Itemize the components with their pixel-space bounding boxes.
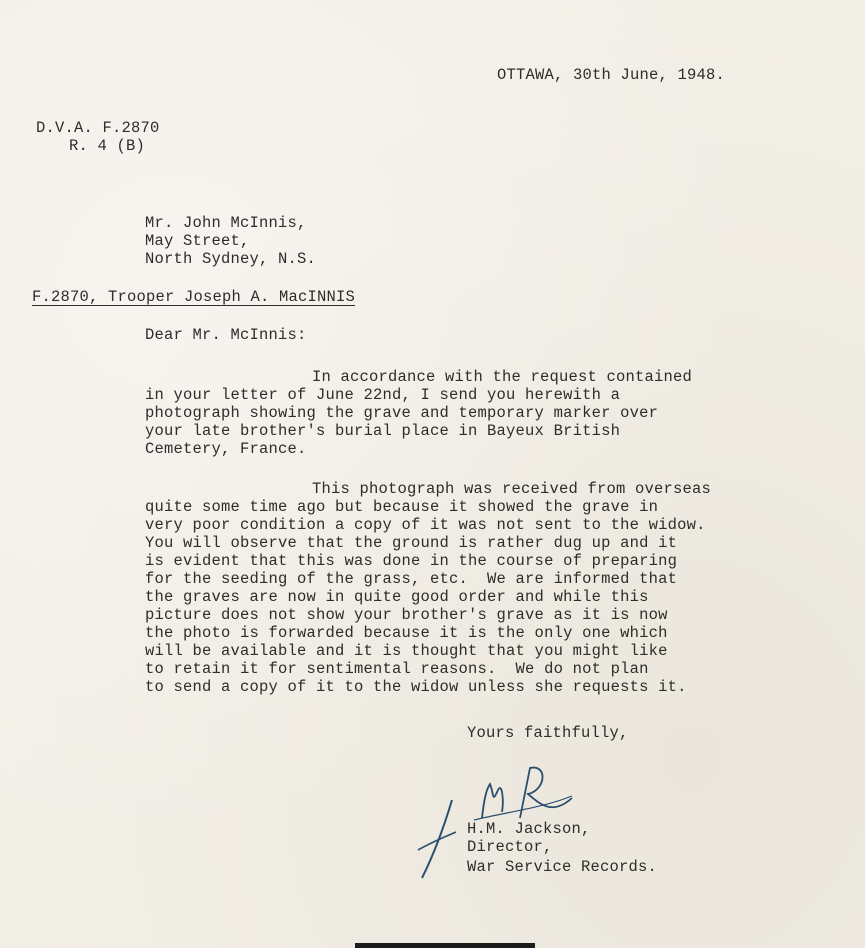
para2-line: the photo is forwarded because it is the only one which	[145, 624, 668, 642]
closing: Yours faithfully,	[467, 724, 629, 742]
para2-line: for the seeding of the grass, etc. We are informed that	[145, 570, 678, 588]
para2-line: to send a copy of it to the widow unless she requests it.	[145, 678, 687, 696]
subject-line: F.2870, Trooper Joseph A. MacINNIS	[32, 288, 356, 306]
para2-line: This photograph was received from overseas	[312, 480, 712, 498]
place-date: OTTAWA, 30th June, 1948.	[497, 66, 726, 84]
para1-line: your late brother's burial place in Bayeux British	[145, 422, 621, 440]
signature-title: Director,	[467, 838, 553, 856]
scan-edge-mark	[355, 943, 535, 948]
para2-line: the graves are now in quite good order and while this	[145, 588, 649, 606]
para2-line: You will observe that the ground is rather dug up and it	[145, 534, 678, 552]
para2-line: is evident that this was done in the course of preparing	[145, 552, 678, 570]
salutation: Dear Mr. McInnis:	[145, 326, 307, 344]
signature-name: H.M. Jackson,	[467, 820, 591, 838]
para1-line: Cemetery, France.	[145, 440, 307, 458]
para1-line: In accordance with the request contained	[312, 368, 693, 386]
signature-dept: War Service Records.	[467, 858, 658, 876]
recipient-street: May Street,	[145, 232, 250, 250]
para2-line: quite some time ago but because it showed the grave in	[145, 498, 659, 516]
para1-line: in your letter of June 22nd, I send you herewith a	[145, 386, 621, 404]
recipient-name: Mr. John McInnis,	[145, 214, 307, 232]
para2-line: will be available and it is thought that you might like	[145, 642, 668, 660]
para2-line: picture does not show your brother's grave as it is now	[145, 606, 668, 624]
reference-line-1: D.V.A. F.2870	[36, 119, 160, 137]
reference-line-2: R. 4 (B)	[69, 137, 146, 155]
para2-line: very poor condition a copy of it was not sent to the widow.	[145, 516, 706, 534]
para1-line: photograph showing the grave and temporary marker over	[145, 404, 659, 422]
recipient-city: North Sydney, N.S.	[145, 250, 317, 268]
para2-line: to retain it for sentimental reasons. We do not plan	[145, 660, 649, 678]
